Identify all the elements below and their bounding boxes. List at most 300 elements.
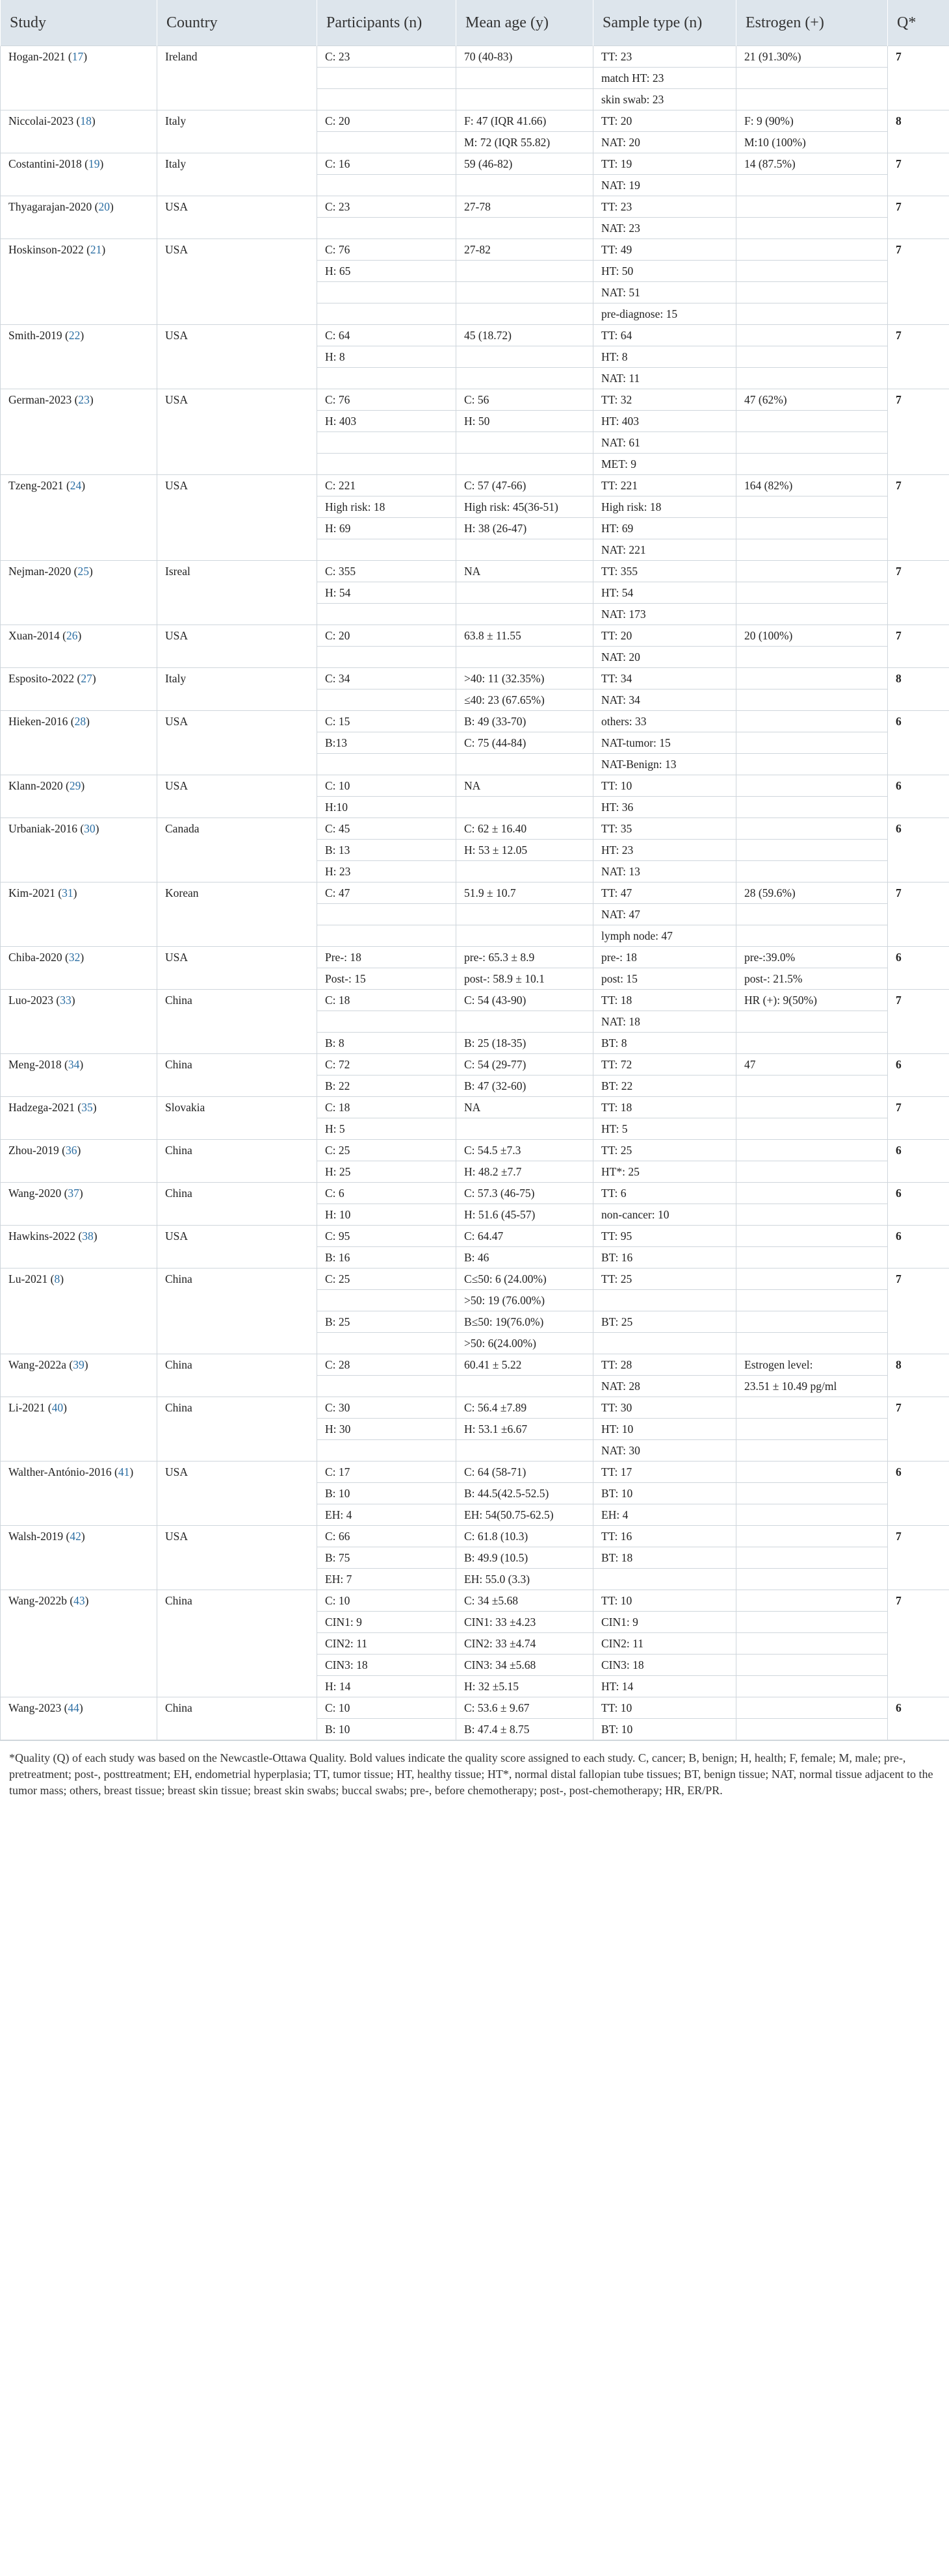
mean-age-cell: [456, 346, 593, 368]
mean-age-cell: [456, 1011, 593, 1033]
participants-cell: [317, 303, 456, 325]
estrogen-cell: F: 9 (90%): [736, 110, 888, 132]
sample-type-cell: TT: 32: [593, 389, 736, 411]
country-cell: China: [157, 1590, 317, 1697]
participants-cell: H: 65: [317, 261, 456, 282]
study-cell: Walther-António-2016 (41): [1, 1462, 157, 1526]
country-cell: Korean: [157, 882, 317, 947]
country-cell: USA: [157, 947, 317, 990]
reference-link[interactable]: 25: [77, 565, 89, 578]
participants-cell: Post-: 15: [317, 968, 456, 990]
sample-type-cell: TT: 28: [593, 1354, 736, 1376]
study-name: Esposito-2022: [8, 672, 75, 685]
mean-age-cell: 60.41 ± 5.22: [456, 1354, 593, 1376]
reference-link[interactable]: 20: [98, 200, 110, 213]
sample-type-cell: BT: 18: [593, 1547, 736, 1569]
study-name: Wang-2023: [8, 1701, 62, 1714]
mean-age-cell: H: 48.2 ±7.7: [456, 1161, 593, 1183]
column-header-study: Study: [1, 0, 157, 46]
estrogen-cell: [736, 1033, 888, 1054]
quality-score-cell: 7: [888, 882, 949, 947]
participants-cell: C: 6: [317, 1183, 456, 1204]
study-cell: Xuan-2014 (26): [1, 625, 157, 668]
sample-type-cell: pre-diagnose: 15: [593, 303, 736, 325]
estrogen-cell: [736, 732, 888, 754]
reference-link[interactable]: 34: [68, 1058, 80, 1071]
mean-age-cell: C: 75 (44-84): [456, 732, 593, 754]
quality-score-cell: 6: [888, 1054, 949, 1097]
sample-type-cell: CIN2: 11: [593, 1633, 736, 1655]
participants-cell: [317, 68, 456, 89]
country-cell: USA: [157, 389, 317, 475]
participants-cell: H: 8: [317, 346, 456, 368]
sample-type-cell: TT: 30: [593, 1397, 736, 1419]
sample-type-cell: HT*: 25: [593, 1161, 736, 1183]
reference-link[interactable]: 33: [60, 994, 72, 1007]
table-row: [1, 1590, 949, 1612]
quality-score-cell: 7: [888, 389, 949, 475]
sample-type-cell: HT: 69: [593, 518, 736, 539]
reference-link[interactable]: 17: [72, 50, 84, 63]
mean-age-cell: C: 54 (29-77): [456, 1054, 593, 1075]
column-header-mean-age: Mean age (y): [456, 0, 593, 46]
estrogen-cell: [736, 925, 888, 947]
participants-cell: Pre-: 18: [317, 947, 456, 968]
estrogen-cell: Estrogen level:: [736, 1354, 888, 1376]
reference-link[interactable]: 27: [81, 672, 92, 685]
study-name: Thyagarajan-2020: [8, 200, 92, 213]
quality-score-cell: 7: [888, 46, 949, 110]
estrogen-cell: [736, 1183, 888, 1204]
sample-type-cell: HT: 8: [593, 346, 736, 368]
participants-cell: B:13: [317, 732, 456, 754]
estrogen-cell: [736, 239, 888, 261]
study-cell: Kim-2021 (31): [1, 882, 157, 947]
estrogen-cell: [736, 1697, 888, 1719]
study-cell: Meng-2018 (34): [1, 1054, 157, 1097]
sample-type-cell: NAT: 19: [593, 175, 736, 196]
mean-age-cell: B: 25 (18-35): [456, 1033, 593, 1054]
participants-cell: [317, 754, 456, 775]
study-cell: Urbaniak-2016 (30): [1, 818, 157, 882]
estrogen-cell: 20 (100%): [736, 625, 888, 647]
participants-cell: C: 18: [317, 1097, 456, 1118]
estrogen-cell: [736, 1612, 888, 1633]
participants-cell: [317, 282, 456, 303]
participants-cell: H: 5: [317, 1118, 456, 1140]
estrogen-cell: [736, 1504, 888, 1526]
participants-cell: H:10: [317, 797, 456, 818]
estrogen-cell: [736, 604, 888, 625]
mean-age-cell: 51.9 ± 10.7: [456, 882, 593, 904]
mean-age-cell: [456, 861, 593, 882]
mean-age-cell: M: 72 (IQR 55.82): [456, 132, 593, 153]
sample-type-cell: HT: 54: [593, 582, 736, 604]
participants-cell: H: 54: [317, 582, 456, 604]
reference-link[interactable]: 36: [65, 1144, 77, 1157]
participants-cell: C: 15: [317, 711, 456, 732]
mean-age-cell: 70 (40-83): [456, 46, 593, 68]
participants-cell: [317, 647, 456, 668]
estrogen-cell: 164 (82%): [736, 475, 888, 496]
study-cell: Wang-2022a (39): [1, 1354, 157, 1397]
mean-age-cell: [456, 454, 593, 475]
sample-type-cell: HT: 14: [593, 1676, 736, 1697]
mean-age-cell: 45 (18.72): [456, 325, 593, 346]
mean-age-cell: [456, 68, 593, 89]
mean-age-cell: [456, 1440, 593, 1462]
mean-age-cell: C: 54 (43-90): [456, 990, 593, 1011]
reference-link[interactable]: 19: [88, 157, 100, 170]
participants-cell: [317, 368, 456, 389]
participants-cell: [317, 1440, 456, 1462]
mean-age-cell: EH: 54(50.75-62.5): [456, 1504, 593, 1526]
study-name: Hadzega-2021: [8, 1101, 75, 1114]
mean-age-cell: C: 56.4 ±7.89: [456, 1397, 593, 1419]
sample-type-cell: NAT: 34: [593, 689, 736, 711]
quality-score-cell: 6: [888, 1226, 949, 1269]
mean-age-cell: ≤40: 23 (67.65%): [456, 689, 593, 711]
participants-cell: [317, 175, 456, 196]
participants-cell: H: 10: [317, 1204, 456, 1226]
estrogen-cell: [736, 668, 888, 689]
table-row: [1, 818, 949, 840]
table-row: [1, 947, 949, 968]
study-name: Wang-2022b: [8, 1594, 67, 1607]
country-cell: China: [157, 1183, 317, 1226]
estrogen-cell: [736, 1590, 888, 1612]
sample-type-cell: NAT: 11: [593, 368, 736, 389]
mean-age-cell: CIN3: 34 ±5.68: [456, 1655, 593, 1676]
study-cell: Hogan-2021 (17): [1, 46, 157, 110]
estrogen-cell: [736, 861, 888, 882]
mean-age-cell: H: 53.1 ±6.67: [456, 1419, 593, 1440]
reference-link[interactable]: 44: [68, 1701, 79, 1714]
reference-link[interactable]: 26: [66, 629, 78, 642]
quality-score-cell: 7: [888, 1526, 949, 1590]
quality-score-cell: 6: [888, 947, 949, 990]
mean-age-cell: EH: 55.0 (3.3): [456, 1569, 593, 1590]
participants-cell: C: 28: [317, 1354, 456, 1376]
table-row: [1, 1397, 949, 1419]
reference-link[interactable]: 29: [69, 779, 81, 792]
country-cell: USA: [157, 239, 317, 325]
sample-type-cell: HT: 403: [593, 411, 736, 432]
estrogen-cell: M:10 (100%): [736, 132, 888, 153]
participants-cell: B: 8: [317, 1033, 456, 1054]
study-cell: Chiba-2020 (32): [1, 947, 157, 990]
mean-age-cell: [456, 539, 593, 561]
reference-link[interactable]: 28: [74, 715, 86, 728]
study-cell: Klann-2020 (29): [1, 775, 157, 818]
study-cell: Luo-2023 (33): [1, 990, 157, 1054]
participants-cell: [317, 539, 456, 561]
country-cell: Ireland: [157, 46, 317, 110]
sample-type-cell: TT: 23: [593, 46, 736, 68]
study-cell: Hoskinson-2022 (21): [1, 239, 157, 325]
reference-link[interactable]: 43: [73, 1594, 85, 1607]
table-row: [1, 153, 949, 175]
quality-score-cell: 7: [888, 625, 949, 668]
study-cell: Zhou-2019 (36): [1, 1140, 157, 1183]
participants-cell: H: 30: [317, 1419, 456, 1440]
study-name: Walther-António-2016: [8, 1465, 112, 1478]
mean-age-cell: [456, 754, 593, 775]
estrogen-cell: [736, 1676, 888, 1697]
table-row: [1, 882, 949, 904]
sample-type-cell: NAT: 23: [593, 218, 736, 239]
participants-cell: H: 14: [317, 1676, 456, 1697]
study-name: Chiba-2020: [8, 951, 62, 964]
sample-type-cell: NAT: 20: [593, 647, 736, 668]
mean-age-cell: [456, 925, 593, 947]
reference-link[interactable]: 35: [81, 1101, 93, 1114]
country-cell: USA: [157, 775, 317, 818]
country-cell: China: [157, 990, 317, 1054]
sample-type-cell: TT: 221: [593, 475, 736, 496]
table-body: [1, 46, 949, 1740]
table-row: [1, 625, 949, 647]
mean-age-cell: B: 44.5(42.5-52.5): [456, 1483, 593, 1504]
participants-cell: C: 10: [317, 1590, 456, 1612]
sample-type-cell: pre-: 18: [593, 947, 736, 968]
estrogen-cell: [736, 175, 888, 196]
reference-link[interactable]: 23: [78, 393, 90, 406]
participants-cell: B: 25: [317, 1311, 456, 1333]
country-cell: China: [157, 1354, 317, 1397]
table-row: [1, 1140, 949, 1161]
estrogen-cell: [736, 1290, 888, 1311]
table-row: [1, 1097, 949, 1118]
mean-age-cell: H: 53 ± 12.05: [456, 840, 593, 861]
estrogen-cell: [736, 647, 888, 668]
table-row: [1, 475, 949, 496]
estrogen-cell: 23.51 ± 10.49 pg/ml: [736, 1376, 888, 1397]
sample-type-cell: TT: 18: [593, 1097, 736, 1118]
country-cell: China: [157, 1054, 317, 1097]
estrogen-cell: [736, 303, 888, 325]
quality-score-cell: 7: [888, 325, 949, 389]
table-row: [1, 561, 949, 582]
quality-score-cell: 7: [888, 561, 949, 625]
participants-cell: C: 10: [317, 1697, 456, 1719]
estrogen-cell: [736, 689, 888, 711]
estrogen-cell: [736, 325, 888, 346]
study-name: Wang-2020: [8, 1187, 62, 1200]
participants-cell: B: 75: [317, 1547, 456, 1569]
estrogen-cell: [736, 1075, 888, 1097]
header-row: [1, 0, 949, 46]
sample-type-cell: BT: 22: [593, 1075, 736, 1097]
quality-score-cell: 8: [888, 668, 949, 711]
study-cell: Tzeng-2021 (24): [1, 475, 157, 561]
reference-link[interactable]: 40: [51, 1401, 64, 1414]
table-row: [1, 668, 949, 689]
study-name: Wang-2022a: [8, 1358, 66, 1371]
mean-age-cell: [456, 432, 593, 454]
participants-cell: C: 20: [317, 625, 456, 647]
estrogen-cell: 47: [736, 1054, 888, 1075]
study-name: Luo-2023: [8, 994, 54, 1007]
estrogen-cell: [736, 496, 888, 518]
participants-cell: C: 17: [317, 1462, 456, 1483]
sample-type-cell: TT: 72: [593, 1054, 736, 1075]
sample-type-cell: BT: 10: [593, 1719, 736, 1740]
study-name: Klann-2020: [8, 779, 63, 792]
participants-cell: [317, 1290, 456, 1311]
mean-age-cell: [456, 218, 593, 239]
mean-age-cell: CIN1: 33 ±4.23: [456, 1612, 593, 1633]
participants-cell: [317, 1376, 456, 1397]
reference-link[interactable]: 37: [68, 1187, 79, 1200]
reference-link[interactable]: 22: [68, 329, 81, 342]
sample-type-cell: TT: 20: [593, 110, 736, 132]
reference-link[interactable]: 8: [54, 1272, 60, 1285]
study-cell: Walsh-2019 (42): [1, 1526, 157, 1590]
participants-cell: EH: 4: [317, 1504, 456, 1526]
table-row: [1, 389, 949, 411]
estrogen-cell: 14 (87.5%): [736, 153, 888, 175]
country-cell: Isreal: [157, 561, 317, 625]
study-name: Costantini-2018: [8, 157, 82, 170]
quality-score-cell: 6: [888, 775, 949, 818]
estrogen-cell: [736, 261, 888, 282]
study-cell: German-2023 (23): [1, 389, 157, 475]
study-cell: Hieken-2016 (28): [1, 711, 157, 775]
participants-cell: C: 25: [317, 1140, 456, 1161]
estrogen-cell: [736, 1011, 888, 1033]
sample-type-cell: [593, 1290, 736, 1311]
table-row: [1, 711, 949, 732]
participants-cell: High risk: 18: [317, 496, 456, 518]
mean-age-cell: C: 54.5 ±7.3: [456, 1140, 593, 1161]
estrogen-cell: [736, 1397, 888, 1419]
reference-link[interactable]: 21: [90, 243, 102, 256]
reference-link[interactable]: 39: [73, 1358, 84, 1371]
sample-type-cell: HT: 50: [593, 261, 736, 282]
participants-cell: C: 76: [317, 239, 456, 261]
table-header: [1, 0, 949, 46]
sample-type-cell: TT: 10: [593, 1697, 736, 1719]
participants-cell: EH: 7: [317, 1569, 456, 1590]
mean-age-cell: C: 57.3 (46-75): [456, 1183, 593, 1204]
mean-age-cell: C: 61.8 (10.3): [456, 1526, 593, 1547]
estrogen-cell: [736, 1719, 888, 1740]
study-cell: Wang-2022b (43): [1, 1590, 157, 1697]
study-name: Kim-2021: [8, 886, 55, 899]
country-cell: USA: [157, 196, 317, 239]
estrogen-cell: [736, 1140, 888, 1161]
estrogen-cell: [736, 1483, 888, 1504]
mean-age-cell: C: 34 ±5.68: [456, 1590, 593, 1612]
study-name: Walsh-2019: [8, 1530, 64, 1543]
participants-cell: C: 23: [317, 196, 456, 218]
mean-age-cell: B: 46: [456, 1247, 593, 1269]
reference-link[interactable]: 24: [70, 479, 82, 492]
participants-cell: H: 25: [317, 1161, 456, 1183]
sample-type-cell: match HT: 23: [593, 68, 736, 89]
sample-type-cell: NAT: 221: [593, 539, 736, 561]
reference-link[interactable]: 31: [62, 886, 73, 899]
sample-type-cell: EH: 4: [593, 1504, 736, 1526]
quality-score-cell: 7: [888, 1269, 949, 1354]
study-name: Li-2021: [8, 1401, 46, 1414]
quality-score-cell: 7: [888, 990, 949, 1054]
table-row: [1, 46, 949, 68]
mean-age-cell: NA: [456, 561, 593, 582]
table-row: [1, 775, 949, 797]
column-header-participants: Participants (n): [317, 0, 456, 46]
participants-cell: [317, 432, 456, 454]
country-cell: USA: [157, 1226, 317, 1269]
sample-type-cell: skin swab: 23: [593, 89, 736, 110]
mean-age-cell: B≤50: 19(76.0%): [456, 1311, 593, 1333]
mean-age-cell: [456, 797, 593, 818]
sample-type-cell: TT: 34: [593, 668, 736, 689]
estrogen-cell: [736, 840, 888, 861]
estrogen-cell: [736, 196, 888, 218]
mean-age-cell: pre-: 65.3 ± 8.9: [456, 947, 593, 968]
estrogen-cell: [736, 518, 888, 539]
quality-score-cell: 6: [888, 711, 949, 775]
sample-type-cell: non-cancer: 10: [593, 1204, 736, 1226]
reference-link[interactable]: 30: [84, 822, 96, 835]
estrogen-cell: [736, 1655, 888, 1676]
participants-cell: C: 30: [317, 1397, 456, 1419]
sample-type-cell: BT: 16: [593, 1247, 736, 1269]
country-cell: China: [157, 1697, 317, 1740]
country-cell: Slovakia: [157, 1097, 317, 1140]
participants-cell: [317, 454, 456, 475]
reference-link[interactable]: 38: [82, 1230, 94, 1243]
sample-type-cell: TT: 35: [593, 818, 736, 840]
reference-link[interactable]: 41: [118, 1465, 130, 1478]
sample-type-cell: HT: 36: [593, 797, 736, 818]
mean-age-cell: [456, 368, 593, 389]
reference-link[interactable]: 18: [80, 114, 92, 127]
mean-age-cell: C: 53.6 ± 9.67: [456, 1697, 593, 1719]
mean-age-cell: F: 47 (IQR 41.66): [456, 110, 593, 132]
mean-age-cell: NA: [456, 1097, 593, 1118]
participants-cell: [317, 132, 456, 153]
participants-cell: C: 95: [317, 1226, 456, 1247]
estrogen-cell: [736, 282, 888, 303]
estrogen-cell: [736, 582, 888, 604]
table-row: [1, 1354, 949, 1376]
table-row: [1, 110, 949, 132]
sample-type-cell: TT: 20: [593, 625, 736, 647]
participants-cell: C: 66: [317, 1526, 456, 1547]
sample-type-cell: CIN3: 18: [593, 1655, 736, 1676]
estrogen-cell: [736, 1247, 888, 1269]
study-name: Hoskinson-2022: [8, 243, 84, 256]
sample-type-cell: TT: 10: [593, 775, 736, 797]
participants-cell: [317, 1011, 456, 1033]
table-row: [1, 325, 949, 346]
study-cell: Hadzega-2021 (35): [1, 1097, 157, 1140]
estrogen-cell: [736, 432, 888, 454]
mean-age-cell: NA: [456, 775, 593, 797]
participants-cell: CIN1: 9: [317, 1612, 456, 1633]
participants-cell: H: 69: [317, 518, 456, 539]
mean-age-cell: C≤50: 6 (24.00%): [456, 1269, 593, 1290]
estrogen-cell: [736, 775, 888, 797]
sample-type-cell: TT: 25: [593, 1269, 736, 1290]
reference-link[interactable]: 42: [70, 1530, 81, 1543]
country-cell: Italy: [157, 110, 317, 153]
table-row: [1, 1697, 949, 1719]
reference-link[interactable]: 32: [68, 951, 81, 964]
